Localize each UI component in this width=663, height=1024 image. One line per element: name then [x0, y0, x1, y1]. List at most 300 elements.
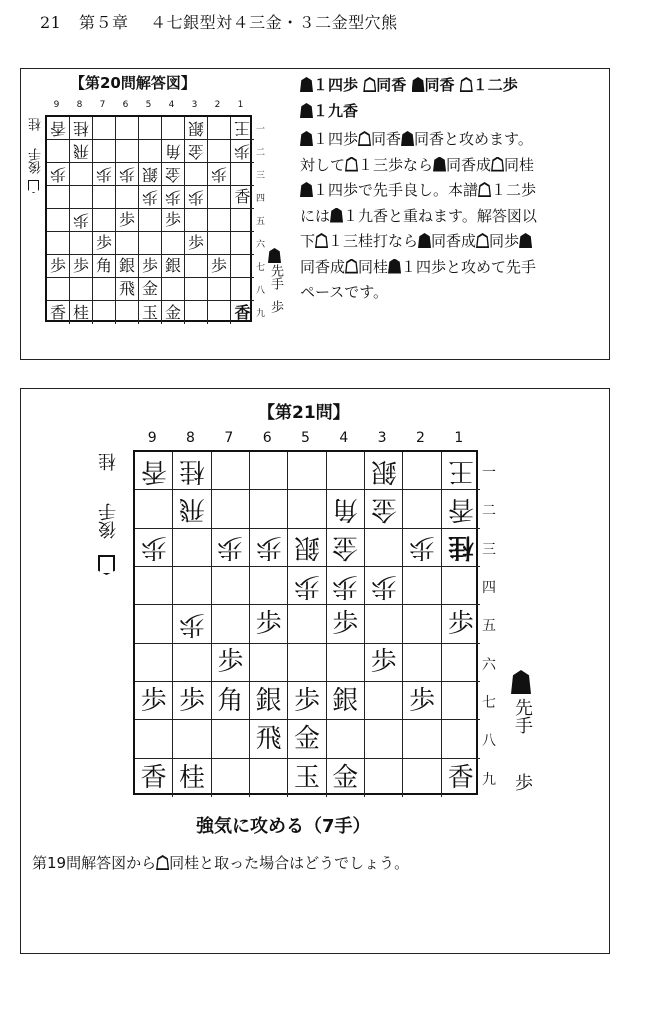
rank-number: 四 — [256, 194, 266, 204]
sente-piece: 銀 — [332, 685, 359, 716]
sente-piece: 香 — [234, 187, 251, 206]
q21-sente-hand: 歩 — [512, 773, 533, 791]
board-square — [442, 490, 480, 528]
board-square — [139, 255, 162, 278]
gote-piece: 歩 — [118, 165, 135, 184]
chapter-title: ４七銀型対４三金・３二金型穴熊 — [150, 13, 398, 32]
board-square — [135, 567, 173, 605]
gote-piece: 銀 — [141, 165, 158, 184]
board-square — [212, 490, 250, 528]
board-square — [47, 209, 70, 232]
gote-piece: 金 — [187, 142, 204, 161]
board-square — [93, 163, 116, 186]
board-square — [288, 720, 326, 758]
board-square — [139, 278, 162, 301]
gote-piece: 桂 — [178, 455, 205, 486]
board-square — [93, 232, 116, 255]
board-square — [231, 209, 254, 232]
gote-piece: 歩 — [49, 165, 66, 184]
gote-icon — [345, 157, 358, 172]
commentary-text: 同桂 — [358, 257, 389, 276]
board-square — [250, 759, 288, 797]
board-square — [250, 720, 288, 758]
board-square — [135, 682, 173, 720]
board-square — [162, 255, 185, 278]
board-square — [162, 163, 185, 186]
board-square — [173, 529, 211, 567]
sente-icon — [388, 259, 401, 274]
commentary-text: １三桂打なら — [328, 232, 419, 250]
gote-piece: 歩 — [234, 142, 251, 161]
board-square — [212, 644, 250, 682]
sente-piece: 香 — [234, 302, 251, 322]
board-square — [442, 720, 480, 758]
commentary-text: 同香成 — [446, 155, 492, 174]
sente-icon — [300, 182, 313, 197]
board-square — [442, 644, 480, 682]
sente-icon — [330, 208, 343, 223]
board-square — [162, 140, 185, 163]
board-square — [185, 209, 208, 232]
q20-sente-hand: 歩 — [268, 300, 283, 313]
board-square — [327, 682, 365, 720]
board-square — [93, 255, 116, 278]
board-square — [365, 452, 403, 490]
board-square — [47, 186, 70, 209]
gote-piece: 歩 — [255, 532, 282, 563]
board-square — [116, 209, 139, 232]
board-square — [208, 209, 231, 232]
sente-piece: 銀 — [255, 685, 282, 716]
sente-piece: 歩 — [408, 685, 435, 716]
move: 同香 — [376, 76, 407, 94]
q20-sente-label: 先手 — [268, 264, 283, 290]
board-square — [173, 644, 211, 682]
rank-number: 四 — [481, 580, 496, 597]
board-square — [442, 682, 480, 720]
sente-piece: 歩 — [164, 210, 181, 229]
commentary-text: 同香成 — [300, 257, 346, 276]
page-header — [40, 10, 398, 33]
gote-piece: 歩 — [72, 211, 89, 230]
gote-piece: 歩 — [293, 570, 320, 601]
board-square — [93, 186, 116, 209]
gote-piece: 王 — [234, 119, 251, 138]
board-square — [288, 490, 326, 528]
gote-piece: 香 — [49, 119, 66, 138]
board-square — [185, 140, 208, 163]
board-square — [162, 117, 185, 140]
q21-subtitle: 強気に攻める（7手） — [196, 816, 371, 837]
sente-piece: 歩 — [217, 647, 244, 678]
board-square — [231, 186, 254, 209]
board-square — [139, 186, 162, 209]
board-square — [288, 605, 326, 643]
board-square — [231, 278, 254, 301]
gote-piece: 桂 — [72, 119, 89, 138]
board-square — [327, 759, 365, 797]
sente-piece: 香 — [140, 762, 167, 793]
board-square — [327, 605, 365, 643]
sente-icon — [433, 157, 446, 172]
sente-piece: 銀 — [164, 256, 181, 275]
gote-piece: 金 — [164, 165, 181, 184]
board-square — [70, 163, 93, 186]
commentary-text: １二歩 — [491, 181, 537, 199]
file-number: 3 — [191, 100, 198, 110]
board-square — [250, 567, 288, 605]
board-square — [139, 117, 162, 140]
board-square — [327, 490, 365, 528]
board-square — [442, 759, 480, 797]
gote-piece: 歩 — [95, 165, 112, 184]
board-square — [403, 605, 441, 643]
board-square — [173, 567, 211, 605]
gote-piece: 歩 — [141, 188, 158, 207]
file-number: 2 — [416, 430, 425, 446]
board-square — [288, 759, 326, 797]
rank-number: 六 — [256, 240, 266, 250]
board-square — [135, 490, 173, 528]
file-number: 9 — [53, 100, 60, 110]
sente-piece: 歩 — [72, 256, 89, 275]
commentary-line — [300, 205, 600, 226]
board-square — [250, 682, 288, 720]
commentary-line — [300, 128, 600, 149]
gote-piece: 歩 — [332, 570, 359, 601]
board-square — [231, 255, 254, 278]
board-square — [135, 452, 173, 490]
board-square — [139, 301, 162, 324]
board-square — [403, 759, 441, 797]
q20-moves-line1 — [300, 74, 600, 95]
board-square — [70, 232, 93, 255]
file-number: 6 — [122, 100, 129, 110]
board-square — [288, 529, 326, 567]
sente-icon — [418, 233, 431, 248]
board-square — [70, 209, 93, 232]
gote-piece: 香 — [447, 493, 474, 524]
sente-piece: 桂 — [72, 302, 89, 322]
sente-piece: 歩 — [178, 685, 205, 716]
sente-piece: 歩 — [255, 608, 282, 639]
rank-number: 六 — [481, 656, 496, 673]
board-square — [365, 644, 403, 682]
sente-piece: 歩 — [49, 256, 66, 275]
sente-piece: 桂 — [178, 762, 205, 793]
gote-piece: 歩 — [178, 608, 205, 639]
board-square — [212, 605, 250, 643]
board-square — [173, 605, 211, 643]
commentary-line — [300, 154, 600, 175]
sente-piece: 金 — [164, 302, 181, 322]
board-square — [365, 490, 403, 528]
commentary-line — [300, 256, 600, 277]
gote-icon — [491, 157, 504, 172]
board-square — [93, 140, 116, 163]
board-square — [185, 255, 208, 278]
board-square — [139, 209, 162, 232]
gote-icon — [478, 182, 491, 197]
board-square — [365, 682, 403, 720]
board-square — [327, 529, 365, 567]
board-square — [250, 644, 288, 682]
file-number: 3 — [377, 430, 387, 446]
file-number: 1 — [454, 430, 464, 446]
board-square — [116, 301, 139, 324]
board-square — [250, 529, 288, 567]
board-square — [70, 301, 93, 324]
board-square — [208, 117, 231, 140]
board-square — [231, 163, 254, 186]
q21-question-start: 第19問解答図から — [32, 854, 157, 872]
board-square — [442, 567, 480, 605]
board-square — [231, 117, 254, 140]
q21-gote-label: 後手 — [98, 503, 119, 539]
gote-piece: 金 — [332, 532, 359, 563]
move: １四歩 — [313, 76, 359, 94]
board-square — [212, 529, 250, 567]
board-square — [173, 759, 211, 797]
file-number: 1 — [237, 100, 244, 110]
board-square — [403, 720, 441, 758]
q21-question — [32, 852, 409, 873]
rank-number: 三 — [256, 171, 266, 181]
gote-icon — [315, 233, 328, 248]
board-square — [70, 278, 93, 301]
rank-number: 二 — [481, 503, 496, 520]
board-square — [116, 255, 139, 278]
board-square — [250, 605, 288, 643]
move: 同香 — [424, 76, 455, 94]
board-square — [208, 232, 231, 255]
board-square — [403, 490, 441, 528]
sente-piece: 歩 — [95, 233, 112, 252]
file-number: 5 — [301, 430, 310, 446]
board-square — [212, 759, 250, 797]
board-square — [288, 567, 326, 605]
gote-piece: 歩 — [187, 188, 204, 207]
board-square — [250, 490, 288, 528]
gote-piece: 歩 — [370, 570, 397, 601]
board-square — [212, 720, 250, 758]
rank-number: 一 — [256, 125, 266, 135]
board-square — [162, 301, 185, 324]
board-square — [250, 452, 288, 490]
move: １二歩 — [472, 76, 518, 94]
rank-number: 九 — [256, 309, 266, 319]
commentary-line — [300, 230, 600, 251]
board-square — [93, 301, 116, 324]
q21-gote-hand: 桂 — [98, 453, 119, 471]
gote-piece: 角 — [164, 142, 181, 161]
board-square — [185, 301, 208, 324]
sente-piece: 歩 — [187, 233, 204, 252]
sente-piece: 歩 — [140, 685, 167, 716]
board-square — [208, 163, 231, 186]
board-square — [116, 140, 139, 163]
q20-gote-hand: 桂 — [29, 118, 44, 131]
rank-number: 八 — [256, 286, 266, 296]
board-square — [231, 301, 254, 324]
gote-piece: 歩 — [408, 532, 435, 563]
commentary-text: 対して — [300, 155, 346, 174]
commentary-text: には — [300, 206, 331, 225]
board-square — [212, 567, 250, 605]
board-square — [288, 682, 326, 720]
q20-title: 【第20問解答図】 — [70, 74, 196, 92]
board-square — [365, 720, 403, 758]
sente-piece: 金 — [332, 762, 359, 793]
board-square — [231, 232, 254, 255]
q21-question-rest: 同桂と取った場合はどうでしょう。 — [169, 854, 410, 872]
rank-number: 五 — [481, 618, 496, 635]
board-square — [212, 682, 250, 720]
file-number: 9 — [147, 430, 157, 446]
sente-piece: 銀 — [118, 256, 135, 275]
commentary-text: ペースです。 — [300, 283, 389, 301]
board-square — [365, 567, 403, 605]
q21-board — [133, 450, 478, 795]
sente-piece: 香 — [49, 302, 66, 322]
file-number: 8 — [76, 100, 83, 110]
gote-piece: 王 — [447, 455, 474, 486]
rank-number: 五 — [256, 217, 266, 227]
gote-icon — [156, 855, 169, 870]
q20-moves-line2 — [300, 100, 600, 121]
board-square — [135, 605, 173, 643]
sente-piece: 金 — [141, 279, 158, 298]
board-square — [327, 452, 365, 490]
sente-piece: 歩 — [370, 647, 397, 678]
board-square — [231, 140, 254, 163]
commentary-text: 同香と攻めます。 — [414, 130, 533, 148]
board-square — [135, 529, 173, 567]
board-square — [135, 759, 173, 797]
sente-piece: 歩 — [447, 608, 474, 639]
board-square — [442, 452, 480, 490]
board-square — [47, 117, 70, 140]
board-square — [70, 140, 93, 163]
file-number: 7 — [224, 430, 234, 446]
board-square — [173, 682, 211, 720]
board-square — [327, 567, 365, 605]
board-square — [288, 452, 326, 490]
commentary-line — [300, 179, 600, 200]
board-square — [442, 605, 480, 643]
commentary-text: 同歩 — [489, 232, 520, 250]
sente-piece: 玉 — [293, 762, 320, 793]
move: １九香 — [313, 102, 359, 120]
board-square — [139, 232, 162, 255]
board-square — [327, 720, 365, 758]
board-square — [116, 232, 139, 255]
gote-piece: 歩 — [210, 165, 227, 184]
sente-piece: 角 — [217, 685, 244, 716]
rank-number: 七 — [481, 695, 496, 712]
board-square — [185, 163, 208, 186]
board-square — [70, 186, 93, 209]
q20-board — [45, 115, 252, 322]
board-square — [365, 605, 403, 643]
board-square — [93, 278, 116, 301]
chapter-label: 第５章 — [78, 13, 129, 32]
board-square — [139, 163, 162, 186]
file-number: 8 — [186, 430, 195, 446]
rank-number: 七 — [256, 263, 266, 273]
board-square — [47, 255, 70, 278]
board-square — [93, 209, 116, 232]
gote-piece: 香 — [140, 455, 167, 486]
gote-icon — [460, 77, 473, 92]
board-square — [47, 163, 70, 186]
board-square — [365, 759, 403, 797]
board-square — [403, 452, 441, 490]
rank-number: 二 — [256, 148, 266, 158]
file-number: 7 — [99, 100, 106, 110]
page-number: 21 — [40, 13, 62, 32]
gote-piece: 桂 — [447, 532, 474, 563]
board-square — [139, 140, 162, 163]
board-square — [208, 255, 231, 278]
board-square — [403, 529, 441, 567]
commentary-text: １九香と重ねます。解答図以 — [343, 206, 537, 225]
board-square — [135, 644, 173, 682]
board-square — [47, 140, 70, 163]
commentary-text: １四歩で先手良し。本譜 — [313, 181, 479, 199]
board-square — [162, 186, 185, 209]
board-square — [173, 490, 211, 528]
board-square — [327, 644, 365, 682]
sente-piece: 歩 — [141, 256, 158, 275]
rank-number: 九 — [481, 771, 496, 788]
gote-piece: 銀 — [370, 455, 397, 486]
board-square — [135, 720, 173, 758]
board-square — [173, 452, 211, 490]
board-square — [208, 140, 231, 163]
board-square — [162, 209, 185, 232]
board-square — [212, 452, 250, 490]
board-square — [116, 278, 139, 301]
board-square — [185, 186, 208, 209]
board-square — [288, 644, 326, 682]
gote-piece: 歩 — [217, 532, 244, 563]
sente-icon — [300, 77, 313, 92]
rank-number: 一 — [481, 465, 496, 482]
board-square — [403, 682, 441, 720]
sente-piece: 歩 — [118, 210, 135, 229]
board-square — [70, 117, 93, 140]
sente-piece: 飛 — [118, 279, 135, 298]
sente-piece: 歩 — [293, 685, 320, 716]
commentary-text: 同桂 — [504, 155, 535, 174]
gote-piece: 飛 — [178, 493, 205, 524]
commentary-text: 同香成 — [431, 232, 477, 250]
gote-piece: 歩 — [164, 188, 181, 207]
sente-icon — [401, 131, 414, 146]
gote-icon — [363, 77, 376, 92]
board-square — [47, 232, 70, 255]
sente-piece: 歩 — [210, 256, 227, 275]
board-square — [116, 186, 139, 209]
sente-piece: 金 — [293, 723, 320, 754]
board-square — [116, 163, 139, 186]
sente-icon — [300, 131, 313, 146]
board-square — [162, 278, 185, 301]
sente-piece: 角 — [95, 256, 112, 275]
sente-icon — [519, 233, 532, 248]
board-square — [47, 301, 70, 324]
